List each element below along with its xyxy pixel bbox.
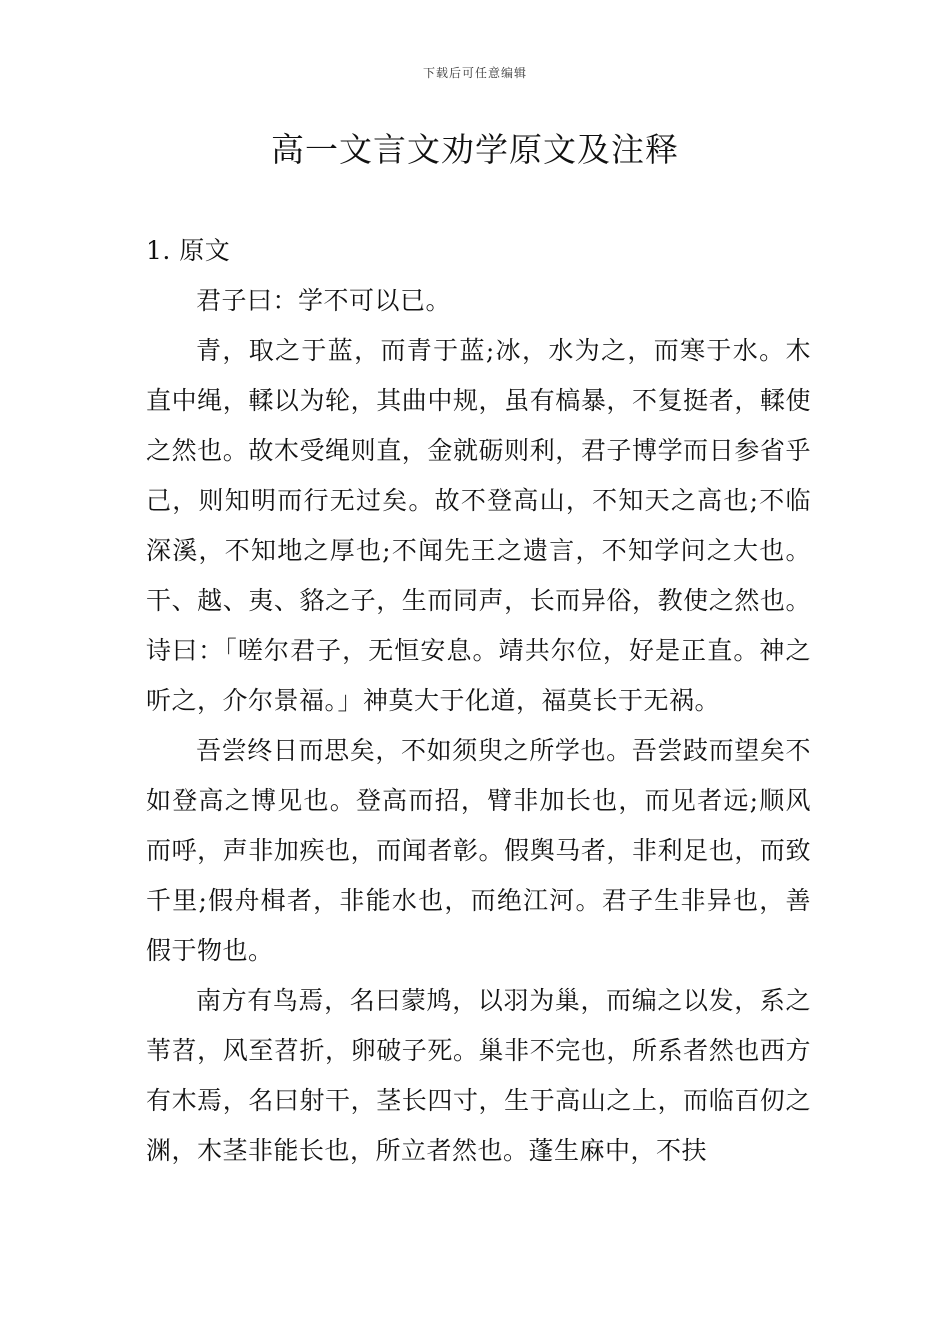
paragraph-1: 君子曰：学不可以已。 xyxy=(196,286,452,315)
section-heading: 1. 原文 xyxy=(146,236,231,265)
document-title: 高一文言文劝学原文及注释 xyxy=(271,130,679,169)
document-body xyxy=(146,226,811,1176)
paragraph-4: 南方有鸟焉，名曰蒙鸠，以羽为巢，而编之以发，系之苇苕，风至苕折，卵破子死。巢非不完也，所系者然也西方有木焉，名曰射干，茎长四寸，生于高山之上，而临百仞之渊，木茎非能长也，所立者然也。蓬生麻中，不扶 xyxy=(146,986,811,1165)
paragraph-3: 吾尝终日而思矣，不如须臾之所学也。吾尝跂而望矣不如登高之博见也。登高而招，臂非加长也，而见者远;顺风而呼，声非加疾也，而闻者彰。假舆马者，非利足也，而致千里;假舟楫者，非能水也，而绝江河。君子生非异也，善假于物也。 xyxy=(146,736,811,965)
header-note: 下载后可任意编辑 xyxy=(422,66,527,80)
paragraph-2: 青，取之于蓝，而青于蓝;冰，水为之，而寒于水。木直中绳，輮以为轮，其曲中规，虽有槁暴，不复挺者，輮使之然也。故木受绳则直，金就砺则利，君子博学而日参省乎己，则知明而行无过矣。故不登高山，不知天之高也;不临深溪，不知地之厚也;不闻先王之遗言，不知学问之大也。干、越、夷、貉之子，生而同声，长而异俗，教使之然也。诗曰：「嗟尔君子，无恒安息。靖共尔位，好是正直。神之听之，介尔景福。」神莫大于化道，福莫长于无祸。 xyxy=(146,336,811,715)
